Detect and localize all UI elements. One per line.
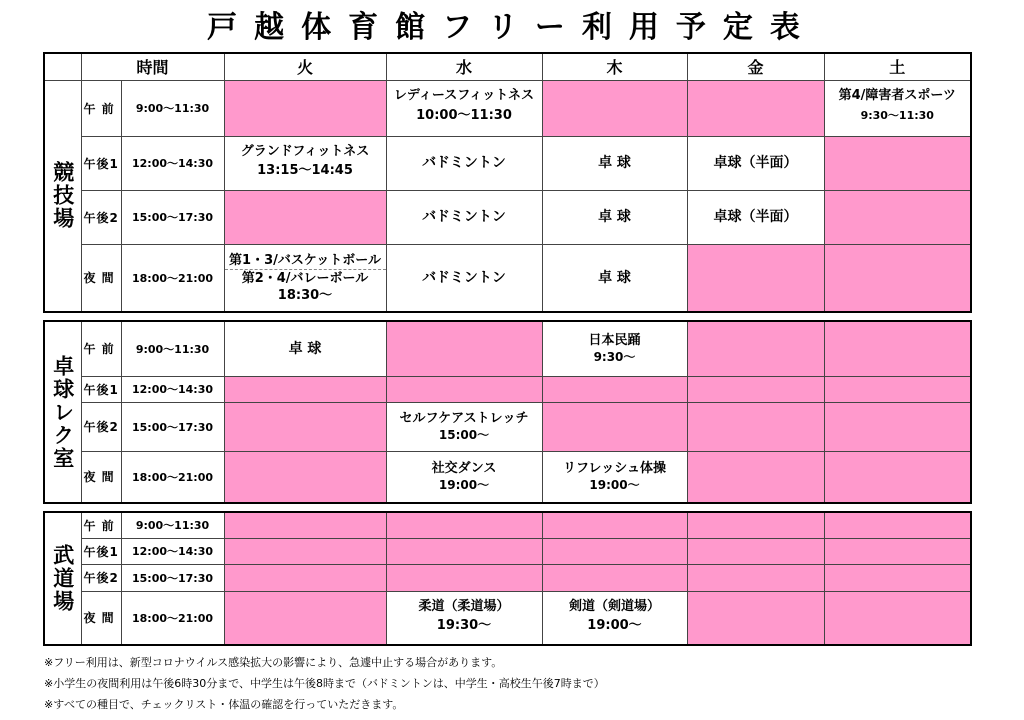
slot-time: 12:00～14:30	[121, 538, 224, 564]
program-time: 19:00～	[438, 477, 490, 492]
page-title: 戸越体育館フリー利用予定表	[207, 10, 817, 45]
closed-cell	[824, 512, 971, 538]
closed-cell	[687, 376, 824, 402]
table-row	[44, 321, 971, 376]
closed-cell	[542, 538, 687, 564]
table-row	[44, 591, 971, 645]
schedule-table	[43, 511, 972, 646]
closed-cell	[824, 538, 971, 564]
program-name: グランドフィットネス	[240, 144, 370, 159]
slot-time: 9:00～11:30	[121, 512, 224, 538]
header-day: 金	[687, 53, 824, 80]
table-row	[44, 376, 971, 402]
closed-cell	[224, 376, 386, 402]
program-cell	[386, 136, 542, 190]
program-cell	[542, 591, 687, 645]
program-time: 15:00～	[438, 427, 490, 442]
slot-label: 午後1	[81, 538, 121, 564]
program-cell	[386, 451, 542, 503]
section-label	[44, 80, 81, 312]
closed-cell	[687, 564, 824, 591]
closed-cell	[824, 376, 971, 402]
slot-time: 18:00～21:00	[121, 244, 224, 312]
slot-label: 夜 間	[81, 591, 121, 645]
closed-cell	[224, 80, 386, 136]
program-time: 19:00～	[589, 477, 640, 492]
program-cell	[386, 591, 542, 645]
closed-cell	[386, 321, 542, 376]
closed-cell	[687, 591, 824, 645]
closed-cell	[824, 190, 971, 244]
table-row	[44, 244, 971, 312]
header-day: 土	[824, 53, 971, 80]
section-name: 競技場	[50, 161, 75, 231]
slot-time: 15:00～17:30	[121, 190, 224, 244]
closed-cell	[224, 538, 386, 564]
program-time: 9:30～	[593, 349, 636, 364]
program-cell	[224, 136, 386, 190]
note-line: ※すべての種目で、チェックリスト・体温の確認を行っていただきます。	[44, 698, 404, 711]
closed-cell	[687, 402, 824, 451]
program-time: 9:30～11:30	[860, 109, 934, 122]
header-day: 火	[224, 53, 386, 80]
closed-cell	[824, 136, 971, 190]
table-row	[44, 451, 971, 503]
slot-label: 午後1	[81, 136, 121, 190]
closed-cell	[824, 591, 971, 645]
program-cell	[386, 80, 542, 136]
slot-time: 12:00～14:30	[121, 376, 224, 402]
program-cell	[386, 244, 542, 312]
header-row	[44, 53, 971, 80]
program-cell	[542, 136, 687, 190]
slot-label: 午後2	[81, 190, 121, 244]
closed-cell	[824, 564, 971, 591]
program-cell	[687, 190, 824, 244]
program-name: 卓 球	[288, 340, 322, 357]
closed-cell	[224, 190, 386, 244]
closed-cell	[386, 376, 542, 402]
program-name: 剣道（剣道場）	[568, 598, 660, 614]
program-cell	[386, 190, 542, 244]
program-name: バドミントン	[422, 209, 506, 225]
program-time: 18:30～	[277, 287, 333, 303]
schedule-table	[43, 52, 972, 313]
program-name: セルフケアストレッチ	[399, 410, 529, 426]
closed-cell	[687, 244, 824, 312]
note-line: ※小学生の夜間利用は午後6時30分まで、中学生は午後8時まで（バドミントンは、中学生・高校生午後7時まで）	[44, 677, 605, 690]
closed-cell	[224, 564, 386, 591]
schedule-table	[43, 320, 972, 504]
slot-label: 午後2	[81, 564, 121, 591]
slot-time: 12:00～14:30	[121, 136, 224, 190]
program-name: バドミントン	[422, 269, 506, 286]
program-time: 19:30～	[436, 617, 492, 633]
closed-cell	[687, 512, 824, 538]
closed-cell	[542, 564, 687, 591]
program-name: バドミントン	[422, 155, 506, 171]
closed-cell	[687, 321, 824, 376]
closed-cell	[824, 451, 971, 503]
program-name: レディースフィットネス	[393, 88, 535, 103]
closed-cell	[386, 538, 542, 564]
note-line: ※フリー利用は、新型コロナウイルス感染拡大の影響により、急遽中止する場合があります。	[44, 656, 503, 669]
section-label	[44, 512, 81, 645]
table-row	[44, 512, 971, 538]
slot-label: 午 前	[81, 512, 121, 538]
program-name: 第1・3/バスケットボール	[225, 252, 386, 270]
closed-cell	[224, 451, 386, 503]
header-corner	[44, 53, 81, 80]
slot-label: 夜 間	[81, 451, 121, 503]
program-cell	[542, 321, 687, 376]
program-cell	[542, 190, 687, 244]
program-cell	[824, 80, 971, 136]
program-name: リフレッシュ体操	[562, 460, 667, 476]
section-name: 武道場	[50, 544, 75, 613]
program-name: 日本民踊	[588, 332, 641, 348]
slot-label: 午後1	[81, 376, 121, 402]
header-day: 水	[386, 53, 542, 80]
program-name: 卓球（半面）	[713, 155, 798, 171]
program-name: 第4/障害者スポーツ	[838, 88, 956, 103]
table-row	[44, 80, 971, 136]
closed-cell	[542, 402, 687, 451]
footnotes	[44, 652, 1004, 715]
program-name: 社交ダンス	[431, 460, 497, 476]
slot-time: 9:00～11:30	[121, 321, 224, 376]
table-row	[44, 564, 971, 591]
closed-cell	[386, 564, 542, 591]
slot-time: 15:00～17:30	[121, 564, 224, 591]
table-row	[44, 538, 971, 564]
slot-label: 午 前	[81, 80, 121, 136]
closed-cell	[824, 244, 971, 312]
program-time: 13:15～14:45	[257, 163, 353, 178]
closed-cell	[542, 512, 687, 538]
program-cell	[224, 321, 386, 376]
closed-cell	[687, 538, 824, 564]
closed-cell	[224, 512, 386, 538]
slot-time: 18:00～21:00	[121, 451, 224, 503]
program-cell	[542, 244, 687, 312]
program-time: 10:00～11:30	[416, 108, 512, 123]
slot-time: 9:00～11:30	[121, 80, 224, 136]
closed-cell	[824, 321, 971, 376]
program-time: 第2・4/バレーボール	[241, 270, 369, 286]
section-name: 卓球レク室	[50, 354, 75, 470]
slot-time: 15:00～17:30	[121, 402, 224, 451]
program-cell	[542, 451, 687, 503]
program-name: 卓 球	[598, 209, 631, 225]
closed-cell	[687, 80, 824, 136]
slot-time: 18:00～21:00	[121, 591, 224, 645]
closed-cell	[687, 451, 824, 503]
table-row	[44, 402, 971, 451]
closed-cell	[224, 591, 386, 645]
program-name: 柔道（柔道場）	[418, 598, 510, 614]
header-time: 時間	[81, 53, 224, 80]
program-name: 卓球（半面）	[713, 209, 798, 225]
closed-cell	[542, 376, 687, 402]
program-name: 卓 球	[598, 155, 631, 171]
table-row	[44, 190, 971, 244]
table-row	[44, 136, 971, 190]
program-time: 19:00～	[587, 617, 642, 633]
closed-cell	[824, 402, 971, 451]
closed-cell	[542, 80, 687, 136]
program-cell	[386, 402, 542, 451]
section-label	[44, 321, 81, 503]
closed-cell	[224, 402, 386, 451]
program-cell	[687, 136, 824, 190]
closed-cell	[386, 512, 542, 538]
slot-label: 夜 間	[81, 244, 121, 312]
slot-label: 午 前	[81, 321, 121, 376]
program-cell	[224, 244, 386, 312]
slot-label: 午後2	[81, 402, 121, 451]
header-day: 木	[542, 53, 687, 80]
program-name: 卓 球	[598, 269, 631, 286]
